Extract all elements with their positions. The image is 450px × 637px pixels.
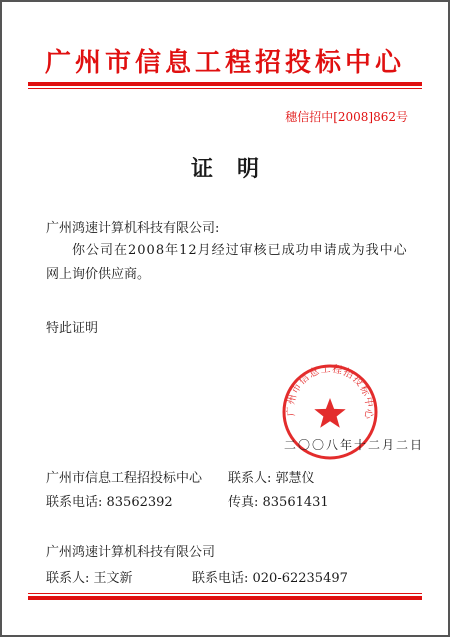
recipient-line: 广州鸿速计算机科技有限公司: [46,221,220,236]
document-title: 证明 [190,156,283,182]
company-name: 广州鸿速计算机科技有限公司 [46,545,216,560]
letterhead-rule-thick [28,82,422,86]
body-line-2: 网上询价供应商。 [46,267,151,282]
center-contact-person: 联系人: 郭慧仪 [228,471,315,486]
issue-date: 二〇〇八年十二月二日 [284,438,425,452]
letterhead-rule-thin [28,88,422,89]
center-contact-phone: 联系电话: 83562392 [46,495,173,510]
closing-line: 特此证明 [46,321,99,336]
letterhead-title: 广州市信息工程招投标中心 [44,48,405,78]
center-contact-fax: 传真: 83561431 [228,495,329,510]
center-org-name: 广州市信息工程招投标中心 [46,471,203,486]
star-icon [314,398,345,428]
company-contact-phone: 联系电话: 020-62235497 [192,571,348,586]
body-line-1: 你公司在2008年12月经过审核已成功申请成为我中心 [72,243,408,258]
seal-ring-text: 广州市信息工程招投标中心 [285,363,375,421]
company-contact-person: 联系人: 王文新 [46,571,133,586]
footer-rule-thick [28,596,422,600]
footer-rule-thin [28,593,422,594]
document-number: 穗信招中[2008]862号 [285,110,408,124]
